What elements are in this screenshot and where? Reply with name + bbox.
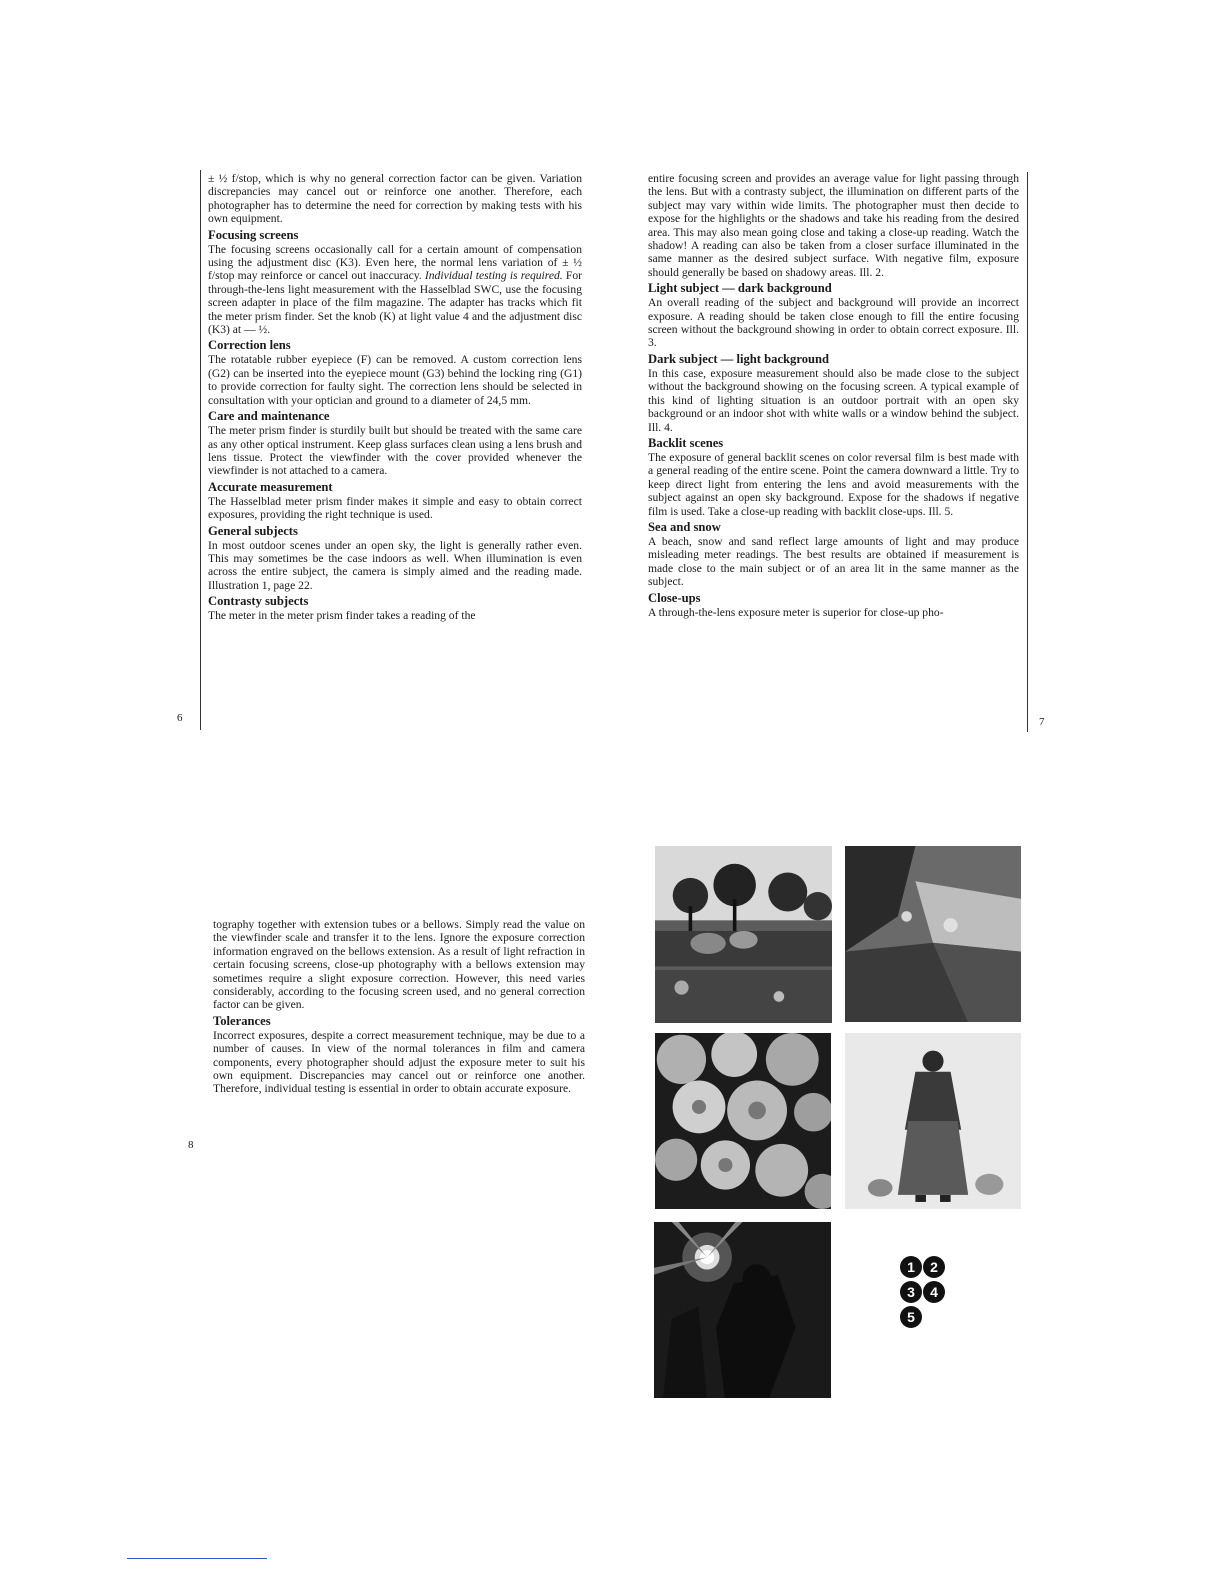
page8-column [213, 918, 585, 1096]
heading-correction-lens: Correction lens [208, 338, 291, 353]
illustration-3-photo [655, 1033, 831, 1209]
heading-general-subjects: General subjects [208, 523, 298, 538]
page8-intro: tography together with extension tubes or a bellows. Simply read the value on the viewfinder scale and transfer it to the lens. Ignore the exposure correction information engraved on the bellows extension. As a result of light refraction in certain focusing screens, close-up photography with a bellows extension may sometimes require a slight exposure correction. However, this need varies considerably, according to the focusing screen used, and no general correction factor can be given. [213, 918, 585, 1012]
page7-intro: entire focusing screen and provides an average value for light passing through the lens. But with a contrasty subject, the illumination on different parts of the subject may vary within wide limits. The photographer must then decide to expose for the highlights or the shadows and take his reading from the desired area. This may also mean going close and taking a close-up reading. Watch the shadow! A reading can also be taken from a closer surface illuminated in the same manner as the desired subject surface. With negative film, exposure should generally be based on shadowy areas. Ill. 2. [648, 172, 1019, 279]
key-number-2: 2 [923, 1256, 945, 1278]
page6-column [208, 172, 582, 623]
key-number-3: 3 [900, 1281, 922, 1303]
heading-contrasty-subjects: Contrasty subjects [208, 594, 309, 609]
heading-accurate-measurement: Accurate measurement [208, 479, 333, 494]
paragraph-accurate-measurement: The Hasselblad meter prism finder makes it simple and easy to obtain correct exposures, providing the right technique is used. [208, 494, 582, 522]
illustration-4-photo [845, 1033, 1021, 1209]
heading-light-subject: Light subject — dark background [648, 281, 832, 296]
paragraph-light-subject: An overall reading of the subject and background will provide an incorrect exposure. A reading should be taken close enough to fill the entire focusing screen without the background showing in order to obtain correct exposure. Ill. 3. [648, 296, 1019, 350]
page6-intro: ± ½ f/stop, which is why no general correction factor can be given. Variation discrepancies may cancel out or reinforce one another. Therefore, each photographer has to determine the need for correction by making tests with his own equipment. [208, 172, 582, 226]
paragraph-focusing-screens: The focusing screens occasionally call for a certain amount of compensation using the adjustment disc (K3). Even here, the normal lens variation of ± ½ f/stop may reinforce or cancel out inaccuracy. Individual testing is required. For through-the-lens light measurement with the Hasselblad SWC, use the focusing screen adapter in place of the film magazine. The adapter has tracks which fit the meter prism finder. Set the knob (K) at light value 4 and the adjustment disc (K3) at — ½. [208, 242, 582, 337]
key-number-1: 1 [900, 1256, 922, 1278]
page-number-7: 7 [1039, 716, 1045, 728]
key-number-5: 5 [900, 1306, 922, 1328]
heading-tolerances: Tolerances [213, 1013, 271, 1028]
paragraph-contrasty-subjects: The meter in the meter prism finder takes a reading of the [208, 609, 476, 623]
illustration-key-row-1 [900, 1256, 960, 1280]
paragraph-correction-lens: The rotatable rubber eyepiece (F) can be removed. A custom correction lens (G2) can be inserted into the eyepiece mount (G3) behind the locking ring (G1) to provide correction for faulty sight. The correction lens should be selected in consultation with your optician and ground to a diameter of 24,5 mm. [208, 353, 582, 407]
paragraph-dark-subject: In this case, exposure measurement should also be made close to the subject without the background showing on the focusing screen. A typical example of this kind of lighting situation is an outdoor portrait with an open sky background or an indoor shot with white walls or a window behind the subject. Ill. 4. [648, 366, 1019, 434]
key-number-4: 4 [923, 1281, 945, 1303]
footnote-rule [127, 1558, 267, 1559]
illustration-key-row-2 [900, 1281, 960, 1305]
heading-dark-subject: Dark subject — light background [648, 351, 830, 366]
illustration-5-photo [654, 1222, 831, 1398]
heading-close-ups: Close-ups [648, 590, 701, 605]
paragraph-sea-snow: A beach, snow and sand reflect large amounts of light and may produce misleading meter readings. The best results are obtained if measurement is made close to the main subject or of an area lit in the same manner as the subject. [648, 534, 1019, 589]
paragraph-backlit-scenes: The exposure of general backlit scenes on color reversal film is best made with a general reading of the entire scene. Point the camera downward a little. Try to keep direct light from entering the lens and avoid measurements with the subject against an open sky background. Expose for the shadows if negative film is used. Take a close-up reading with backlit close-ups. Ill. 5. [648, 450, 1019, 518]
page-number-6: 6 [177, 712, 183, 724]
heading-focusing-screens: Focusing screens [208, 227, 299, 242]
illustration-key-row-3 [900, 1306, 960, 1330]
page7-margin-rule [1027, 172, 1028, 732]
page6-margin-rule [200, 170, 201, 730]
paragraph-close-ups: A through-the-lens exposure meter is superior for close-up pho- [648, 605, 944, 619]
paragraph-care-maintenance: The meter prism finder is sturdily built but should be treated with the same care as any other optical instrument. Keep glass surfaces clean using a lens brush and lens tissue. Protect the viewfinder with the cover provided whenever the viewfinder is not attached to a camera. [208, 424, 582, 478]
heading-sea-snow: Sea and snow [648, 519, 721, 534]
illustration-2-photo [845, 846, 1021, 1022]
paragraph-general-subjects: In most outdoor scenes under an open sky, the light is generally rather even. This may sometimes be the case indoors as well. When illumination is even across the entire subject, the camera is simply aimed and the reading made. Illustration 1, page 22. [208, 538, 582, 592]
paragraph-tolerances: Incorrect exposures, despite a correct measurement technique, may be due to a number of causes. In view of the normal tolerances in film and camera components, every photographer should adjust the exposure meter to suit his own equipment. Discrepancies may cancel out or reinforce one another. Therefore, individual testing is essential in order to obtain accurate exposure. [213, 1028, 585, 1096]
illustration-1-photo [655, 846, 832, 1023]
page7-column [648, 172, 1019, 619]
heading-care-maintenance: Care and maintenance [208, 409, 330, 424]
heading-backlit-scenes: Backlit scenes [648, 435, 724, 450]
page-number-8: 8 [188, 1139, 194, 1151]
